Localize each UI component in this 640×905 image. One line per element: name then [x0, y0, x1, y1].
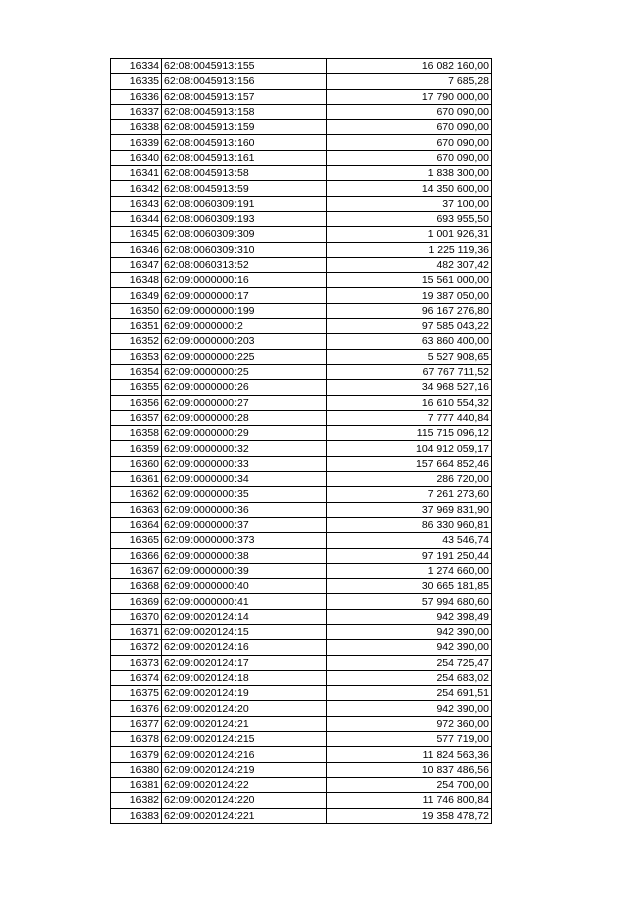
table-row	[111, 319, 492, 334]
cadastral-value-cell: 11 746 800,84	[327, 793, 492, 808]
table-row	[111, 716, 492, 731]
row-number-cell: 16347	[111, 257, 162, 272]
cadastral-value-cell: 97 191 250,44	[327, 548, 492, 563]
cadastral-value-cell: 254 700,00	[327, 777, 492, 792]
cadastral-number-cell: 62:09:0000000:41	[162, 594, 327, 609]
row-number-cell: 16354	[111, 364, 162, 379]
table-row	[111, 686, 492, 701]
cadastral-value-cell: 16 610 554,32	[327, 395, 492, 410]
cadastral-number-cell: 62:09:0020124:221	[162, 808, 327, 823]
row-number-cell: 16372	[111, 640, 162, 655]
cadastral-value-cell: 1 274 660,00	[327, 563, 492, 578]
cadastral-value-cell: 10 837 486,56	[327, 762, 492, 777]
table-row	[111, 701, 492, 716]
cadastral-number-cell: 62:09:0020124:21	[162, 716, 327, 731]
cadastral-number-cell: 62:08:0045913:158	[162, 104, 327, 119]
cadastral-value-cell: 942 398,49	[327, 609, 492, 624]
row-number-cell: 16380	[111, 762, 162, 777]
table-row	[111, 747, 492, 762]
cadastral-value-cell: 577 719,00	[327, 732, 492, 747]
table-row	[111, 89, 492, 104]
cadastral-number-cell: 62:09:0000000:32	[162, 441, 327, 456]
cadastral-number-cell: 62:09:0020124:14	[162, 609, 327, 624]
table-row	[111, 762, 492, 777]
cadastral-number-cell: 62:09:0020124:18	[162, 670, 327, 685]
row-number-cell: 16349	[111, 288, 162, 303]
cadastral-number-cell: 62:09:0000000:29	[162, 426, 327, 441]
cadastral-value-cell: 1 001 926,31	[327, 227, 492, 242]
row-number-cell: 16376	[111, 701, 162, 716]
cadastral-value-cell: 30 665 181,85	[327, 579, 492, 594]
table-row	[111, 410, 492, 425]
cadastral-number-cell: 62:09:0000000:2	[162, 319, 327, 334]
cadastral-value-cell: 7 261 273,60	[327, 487, 492, 502]
table-row	[111, 242, 492, 257]
row-number-cell: 16358	[111, 426, 162, 441]
cadastral-number-cell: 62:09:0000000:373	[162, 533, 327, 548]
table-row	[111, 334, 492, 349]
table-row	[111, 120, 492, 135]
row-number-cell: 16366	[111, 548, 162, 563]
cadastral-value-cell: 86 330 960,81	[327, 517, 492, 532]
cadastral-number-cell: 62:09:0000000:36	[162, 502, 327, 517]
row-number-cell: 16379	[111, 747, 162, 762]
row-number-cell: 16370	[111, 609, 162, 624]
table-row	[111, 288, 492, 303]
table-row	[111, 166, 492, 181]
row-number-cell: 16356	[111, 395, 162, 410]
table-row	[111, 227, 492, 242]
table-row	[111, 487, 492, 502]
row-number-cell: 16335	[111, 74, 162, 89]
table-row	[111, 135, 492, 150]
row-number-cell: 16342	[111, 181, 162, 196]
table-row	[111, 579, 492, 594]
table-row	[111, 380, 492, 395]
cadastral-number-cell: 62:09:0020124:19	[162, 686, 327, 701]
table-row	[111, 808, 492, 823]
table-row	[111, 303, 492, 318]
row-number-cell: 16383	[111, 808, 162, 823]
table-row	[111, 624, 492, 639]
table-row	[111, 196, 492, 211]
table-body	[111, 59, 492, 824]
row-number-cell: 16336	[111, 89, 162, 104]
table-row	[111, 777, 492, 792]
cadastral-value-cell: 14 350 600,00	[327, 181, 492, 196]
table-row	[111, 563, 492, 578]
cadastral-number-cell: 62:08:0060309:309	[162, 227, 327, 242]
table-row	[111, 655, 492, 670]
table-row	[111, 395, 492, 410]
row-number-cell: 16363	[111, 502, 162, 517]
cadastral-number-cell: 62:09:0000000:38	[162, 548, 327, 563]
cadastral-value-cell: 96 167 276,80	[327, 303, 492, 318]
table-row	[111, 273, 492, 288]
row-number-cell: 16377	[111, 716, 162, 731]
table-row	[111, 181, 492, 196]
cadastral-number-cell: 62:09:0000000:39	[162, 563, 327, 578]
cadastral-value-cell: 57 994 680,60	[327, 594, 492, 609]
cadastral-value-cell: 5 527 908,65	[327, 349, 492, 364]
table-row	[111, 472, 492, 487]
row-number-cell: 16352	[111, 334, 162, 349]
cadastral-number-cell: 62:08:0045913:59	[162, 181, 327, 196]
cadastral-number-cell: 62:09:0020124:22	[162, 777, 327, 792]
cadastral-value-cell: 37 969 831,90	[327, 502, 492, 517]
cadastral-number-cell: 62:09:0000000:28	[162, 410, 327, 425]
cadastral-number-cell: 62:09:0000000:33	[162, 456, 327, 471]
cadastral-number-cell: 62:09:0000000:27	[162, 395, 327, 410]
cadastral-number-cell: 62:08:0060309:191	[162, 196, 327, 211]
cadastral-number-cell: 62:09:0020124:220	[162, 793, 327, 808]
cadastral-value-cell: 11 824 563,36	[327, 747, 492, 762]
cadastral-number-cell: 62:08:0045913:156	[162, 74, 327, 89]
row-number-cell: 16369	[111, 594, 162, 609]
row-number-cell: 16362	[111, 487, 162, 502]
row-number-cell: 16360	[111, 456, 162, 471]
cadastral-value-cell: 254 725,47	[327, 655, 492, 670]
row-number-cell: 16382	[111, 793, 162, 808]
cadastral-number-cell: 62:09:0020124:16	[162, 640, 327, 655]
row-number-cell: 16346	[111, 242, 162, 257]
cadastral-number-cell: 62:09:0000000:25	[162, 364, 327, 379]
table-row	[111, 594, 492, 609]
cadastral-value-cell: 670 090,00	[327, 120, 492, 135]
row-number-cell: 16373	[111, 655, 162, 670]
cadastral-value-cell: 286 720,00	[327, 472, 492, 487]
table-row	[111, 211, 492, 226]
cadastral-number-cell: 62:08:0045913:155	[162, 59, 327, 74]
cadastral-number-cell: 62:09:0000000:35	[162, 487, 327, 502]
cadastral-number-cell: 62:09:0020124:15	[162, 624, 327, 639]
cadastral-value-cell: 670 090,00	[327, 135, 492, 150]
row-number-cell: 16353	[111, 349, 162, 364]
cadastral-value-cell: 670 090,00	[327, 150, 492, 165]
cadastral-number-cell: 62:08:0060313:52	[162, 257, 327, 272]
table-row	[111, 732, 492, 747]
row-number-cell: 16348	[111, 273, 162, 288]
row-number-cell: 16350	[111, 303, 162, 318]
row-number-cell: 16344	[111, 211, 162, 226]
table-row	[111, 150, 492, 165]
row-number-cell: 16339	[111, 135, 162, 150]
row-number-cell: 16368	[111, 579, 162, 594]
cadastral-number-cell: 62:09:0020124:17	[162, 655, 327, 670]
cadastral-value-cell: 942 390,00	[327, 640, 492, 655]
table-row	[111, 533, 492, 548]
cadastral-number-cell: 62:09:0000000:17	[162, 288, 327, 303]
cadastral-number-cell: 62:08:0045913:58	[162, 166, 327, 181]
row-number-cell: 16375	[111, 686, 162, 701]
table-row	[111, 548, 492, 563]
table-row	[111, 257, 492, 272]
cadastral-value-cell: 7 685,28	[327, 74, 492, 89]
row-number-cell: 16378	[111, 732, 162, 747]
table-row	[111, 426, 492, 441]
cadastral-value-cell: 37 100,00	[327, 196, 492, 211]
cadastral-number-cell: 62:08:0060309:310	[162, 242, 327, 257]
cadastral-value-cell: 115 715 096,12	[327, 426, 492, 441]
table-row	[111, 441, 492, 456]
cadastral-number-cell: 62:09:0000000:16	[162, 273, 327, 288]
cadastral-number-cell: 62:08:0045913:159	[162, 120, 327, 135]
row-number-cell: 16338	[111, 120, 162, 135]
cadastral-value-cell: 34 968 527,16	[327, 380, 492, 395]
cadastral-value-cell: 254 683,02	[327, 670, 492, 685]
cadastral-value-cell: 1 225 119,36	[327, 242, 492, 257]
row-number-cell: 16343	[111, 196, 162, 211]
cadastral-number-cell: 62:08:0060309:193	[162, 211, 327, 226]
cadastral-value-cell: 670 090,00	[327, 104, 492, 119]
row-number-cell: 16374	[111, 670, 162, 685]
row-number-cell: 16355	[111, 380, 162, 395]
table-row	[111, 364, 492, 379]
cadastral-value-cell: 15 561 000,00	[327, 273, 492, 288]
table-row	[111, 104, 492, 119]
table-row	[111, 517, 492, 532]
table-row	[111, 349, 492, 364]
row-number-cell: 16351	[111, 319, 162, 334]
cadastral-value-cell: 17 790 000,00	[327, 89, 492, 104]
row-number-cell: 16365	[111, 533, 162, 548]
table-row	[111, 59, 492, 74]
cadastral-value-cell: 254 691,51	[327, 686, 492, 701]
cadastral-number-cell: 62:09:0000000:26	[162, 380, 327, 395]
table-row	[111, 456, 492, 471]
cadastral-value-table	[110, 58, 492, 824]
cadastral-number-cell: 62:09:0000000:199	[162, 303, 327, 318]
row-number-cell: 16371	[111, 624, 162, 639]
row-number-cell: 16337	[111, 104, 162, 119]
cadastral-number-cell: 62:09:0020124:216	[162, 747, 327, 762]
row-number-cell: 16334	[111, 59, 162, 74]
row-number-cell: 16345	[111, 227, 162, 242]
cadastral-value-cell: 63 860 400,00	[327, 334, 492, 349]
cadastral-number-cell: 62:09:0000000:37	[162, 517, 327, 532]
table-row	[111, 74, 492, 89]
cadastral-value-cell: 157 664 852,46	[327, 456, 492, 471]
cadastral-value-cell: 942 390,00	[327, 701, 492, 716]
row-number-cell: 16340	[111, 150, 162, 165]
row-number-cell: 16359	[111, 441, 162, 456]
cadastral-number-cell: 62:08:0045913:160	[162, 135, 327, 150]
cadastral-value-cell: 16 082 160,00	[327, 59, 492, 74]
cadastral-number-cell: 62:08:0045913:161	[162, 150, 327, 165]
cadastral-number-cell: 62:09:0000000:203	[162, 334, 327, 349]
cadastral-number-cell: 62:09:0020124:219	[162, 762, 327, 777]
cadastral-value-cell: 1 838 300,00	[327, 166, 492, 181]
table-row	[111, 502, 492, 517]
table-row	[111, 609, 492, 624]
cadastral-value-cell: 972 360,00	[327, 716, 492, 731]
cadastral-value-cell: 693 955,50	[327, 211, 492, 226]
row-number-cell: 16367	[111, 563, 162, 578]
cadastral-number-cell: 62:09:0000000:225	[162, 349, 327, 364]
row-number-cell: 16341	[111, 166, 162, 181]
table-row	[111, 793, 492, 808]
cadastral-number-cell: 62:09:0020124:20	[162, 701, 327, 716]
cadastral-value-cell: 19 387 050,00	[327, 288, 492, 303]
row-number-cell: 16364	[111, 517, 162, 532]
table-row	[111, 670, 492, 685]
row-number-cell: 16381	[111, 777, 162, 792]
cadastral-value-cell: 942 390,00	[327, 624, 492, 639]
cadastral-number-cell: 62:09:0000000:40	[162, 579, 327, 594]
cadastral-value-cell: 97 585 043,22	[327, 319, 492, 334]
table-row	[111, 640, 492, 655]
cadastral-number-cell: 62:09:0000000:34	[162, 472, 327, 487]
cadastral-value-cell: 482 307,42	[327, 257, 492, 272]
cadastral-value-cell: 19 358 478,72	[327, 808, 492, 823]
cadastral-value-cell: 67 767 711,52	[327, 364, 492, 379]
cadastral-value-cell: 104 912 059,17	[327, 441, 492, 456]
cadastral-number-cell: 62:08:0045913:157	[162, 89, 327, 104]
cadastral-number-cell: 62:09:0020124:215	[162, 732, 327, 747]
row-number-cell: 16361	[111, 472, 162, 487]
cadastral-value-cell: 43 546,74	[327, 533, 492, 548]
cadastral-value-cell: 7 777 440,84	[327, 410, 492, 425]
row-number-cell: 16357	[111, 410, 162, 425]
